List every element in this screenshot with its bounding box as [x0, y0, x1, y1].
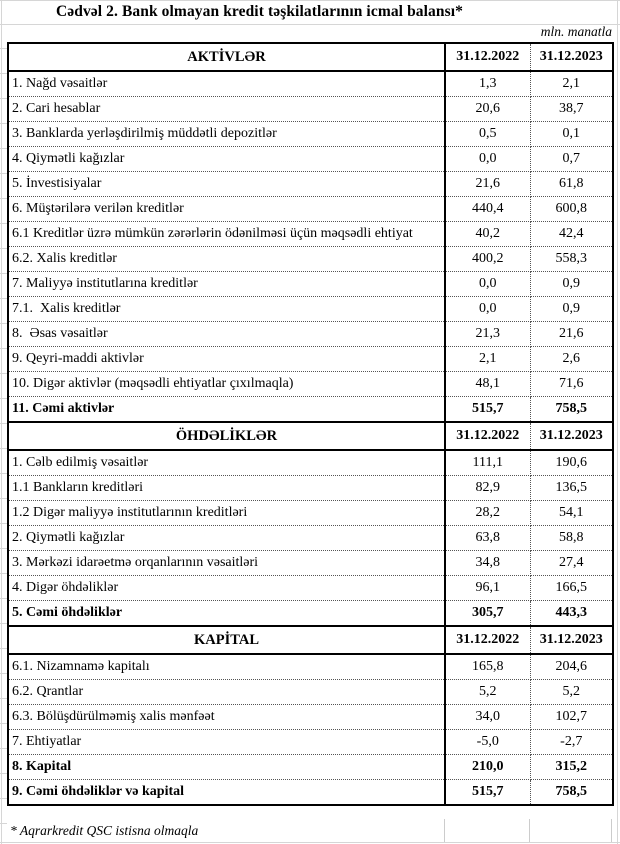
row-label: 6.2. Xalis kreditlər	[8, 247, 445, 272]
value-2023: 166,5	[530, 576, 613, 601]
value-2022: 21,3	[445, 322, 530, 347]
value-2022: 28,2	[445, 501, 530, 526]
value-2022: 21,6	[445, 172, 530, 197]
row-label: 7.1. Xalis kreditlər	[8, 297, 445, 322]
value-2023: 443,3	[530, 601, 613, 627]
column-header-31.12.2023: 31.12.2023	[530, 43, 613, 71]
value-2023: 0,7	[530, 147, 613, 172]
value-2022: 0,5	[445, 122, 530, 147]
row-label: 1. Nağd vəsaitlər	[8, 71, 445, 97]
row-label: 7. Maliyyə institutlarına kreditlər	[8, 272, 445, 297]
value-2023: 71,6	[530, 372, 613, 397]
value-2022: 440,4	[445, 197, 530, 222]
value-2023: 102,7	[530, 705, 613, 730]
section-header-row	[8, 422, 613, 450]
value-2023: 204,6	[530, 654, 613, 680]
section-header-row	[8, 43, 613, 71]
value-2022: 2,1	[445, 347, 530, 372]
value-2023: 0,1	[530, 122, 613, 147]
row-label: 8. Kapital	[8, 755, 445, 780]
value-2022: 515,7	[445, 780, 530, 806]
table-row	[8, 450, 613, 476]
gridline-under-title	[0, 24, 620, 25]
row-label: 4. Digər öhdəliklər	[8, 576, 445, 601]
value-2022: 400,2	[445, 247, 530, 272]
table-row	[8, 551, 613, 576]
value-2022: 305,7	[445, 601, 530, 627]
value-2022: 5,2	[445, 680, 530, 705]
value-2023: 0,9	[530, 272, 613, 297]
row-label: 9. Cəmi öhdəliklər və kapital	[8, 780, 445, 806]
value-2023: 61,8	[530, 172, 613, 197]
value-2023: 42,4	[530, 222, 613, 247]
value-2023: 315,2	[530, 755, 613, 780]
table-row	[8, 576, 613, 601]
value-2022: 210,0	[445, 755, 530, 780]
section-header-row	[8, 626, 613, 654]
value-2022: 34,0	[445, 705, 530, 730]
table-row	[8, 526, 613, 551]
footer-column-line	[444, 819, 445, 842]
value-2022: 0,0	[445, 297, 530, 322]
footer-column-line	[611, 819, 612, 842]
value-2022: 0,0	[445, 272, 530, 297]
table-row	[8, 347, 613, 372]
column-header-31.12.2022: 31.12.2022	[445, 43, 530, 71]
value-2022: 111,1	[445, 450, 530, 476]
table-row	[8, 780, 613, 806]
value-2023: 2,1	[530, 71, 613, 97]
value-2022: 82,9	[445, 476, 530, 501]
row-label: 6.1. Nizamnamə kapitalı	[8, 654, 445, 680]
table-row	[8, 147, 613, 172]
row-label: 1.2 Digər maliyyə institutlarının kreditləri	[8, 501, 445, 526]
row-label: 3. Banklarda yerləşdirilmiş müddətli depozitlər	[8, 122, 445, 147]
row-label: 5. Cəmi öhdəliklər	[8, 601, 445, 627]
value-2023: -2,7	[530, 730, 613, 755]
row-label: 6.2. Qrantlar	[8, 680, 445, 705]
section-title: AKTİVLƏR	[8, 43, 445, 71]
value-2022: 165,8	[445, 654, 530, 680]
gridline-right	[617, 0, 618, 844]
table-row	[8, 755, 613, 780]
value-2023: 58,8	[530, 526, 613, 551]
row-label: 2. Cari hesablar	[8, 97, 445, 122]
table-row	[8, 272, 613, 297]
row-label: 11. Cəmi aktivlər	[8, 397, 445, 423]
value-2023: 21,6	[530, 322, 613, 347]
table-row	[8, 322, 613, 347]
column-header-31.12.2022: 31.12.2022	[445, 626, 530, 654]
value-2023: 54,1	[530, 501, 613, 526]
value-2023: 0,9	[530, 297, 613, 322]
section-title: ÖHDƏLİKLƏR	[8, 422, 445, 450]
row-label: 8. Əsas vəsaitlər	[8, 322, 445, 347]
row-label: 9. Qeyri-maddi aktivlər	[8, 347, 445, 372]
table-row	[8, 172, 613, 197]
value-2022: 0,0	[445, 147, 530, 172]
table-row	[8, 601, 613, 627]
table-row	[8, 197, 613, 222]
value-2023: 600,8	[530, 197, 613, 222]
value-2022: 20,6	[445, 97, 530, 122]
table-title: Cədvəl 2. Bank olmayan kredit təşkilatlarının icmal balansı*	[55, 3, 464, 20]
value-2022: 1,3	[445, 71, 530, 97]
value-2022: -5,0	[445, 730, 530, 755]
value-2022: 40,2	[445, 222, 530, 247]
row-label: 1. Cəlb edilmiş vəsaitlər	[8, 450, 445, 476]
row-label: 3. Mərkəzi idarəetmə orqanlarının vəsaitləri	[8, 551, 445, 576]
table-row	[8, 501, 613, 526]
row-label: 1.1 Bankların kreditləri	[8, 476, 445, 501]
footer-column-line	[529, 819, 530, 842]
table-row	[8, 476, 613, 501]
value-2022: 63,8	[445, 526, 530, 551]
value-2023: 758,5	[530, 397, 613, 423]
row-label: 5. İnvestisiyalar	[8, 172, 445, 197]
column-header-31.12.2022: 31.12.2022	[445, 422, 530, 450]
value-2023: 27,4	[530, 551, 613, 576]
column-header-31.12.2023: 31.12.2023	[530, 626, 613, 654]
table-row	[8, 97, 613, 122]
row-label: 7. Ehtiyatlar	[8, 730, 445, 755]
value-2023: 2,6	[530, 347, 613, 372]
left-gutter-gridlines	[0, 24, 7, 824]
table-row	[8, 247, 613, 272]
value-2023: 758,5	[530, 780, 613, 806]
table-row	[8, 122, 613, 147]
value-2023: 558,3	[530, 247, 613, 272]
footnote: * Aqrarkredit QSC istisna olmaqla	[10, 823, 199, 838]
row-label: 6.1 Kreditlər üzrə mümkün zərərlərin ödənilməsi üçün məqsədli ehtiyat	[8, 222, 445, 247]
table-row	[8, 372, 613, 397]
table-row	[8, 297, 613, 322]
balance-table	[7, 42, 614, 806]
row-label: 4. Qiymətli kağızlar	[8, 147, 445, 172]
value-2023: 38,7	[530, 97, 613, 122]
balance-table-body	[8, 43, 613, 805]
section-title: KAPİTAL	[8, 626, 445, 654]
gridline-top	[0, 0, 620, 1]
table-row	[8, 222, 613, 247]
table-row	[8, 680, 613, 705]
table-row	[8, 71, 613, 97]
value-2023: 5,2	[530, 680, 613, 705]
table-row	[8, 397, 613, 423]
row-label: 2. Qiymətli kağızlar	[8, 526, 445, 551]
row-label: 6. Müştərilərə verilən kreditlər	[8, 197, 445, 222]
column-header-31.12.2023: 31.12.2023	[530, 422, 613, 450]
gridline-bottom	[0, 842, 620, 843]
value-2022: 96,1	[445, 576, 530, 601]
row-label: 6.3. Bölüşdürülməmiş xalis mənfəət	[8, 705, 445, 730]
value-2022: 515,7	[445, 397, 530, 423]
row-label: 10. Digər aktivlər (məqsədli ehtiyatlar çıxılmaqla)	[8, 372, 445, 397]
table-row	[8, 705, 613, 730]
value-2023: 190,6	[530, 450, 613, 476]
value-2022: 34,8	[445, 551, 530, 576]
value-2023: 136,5	[530, 476, 613, 501]
table-row	[8, 654, 613, 680]
value-2022: 48,1	[445, 372, 530, 397]
unit-note: mln. manatla	[540, 24, 612, 39]
table-row	[8, 730, 613, 755]
